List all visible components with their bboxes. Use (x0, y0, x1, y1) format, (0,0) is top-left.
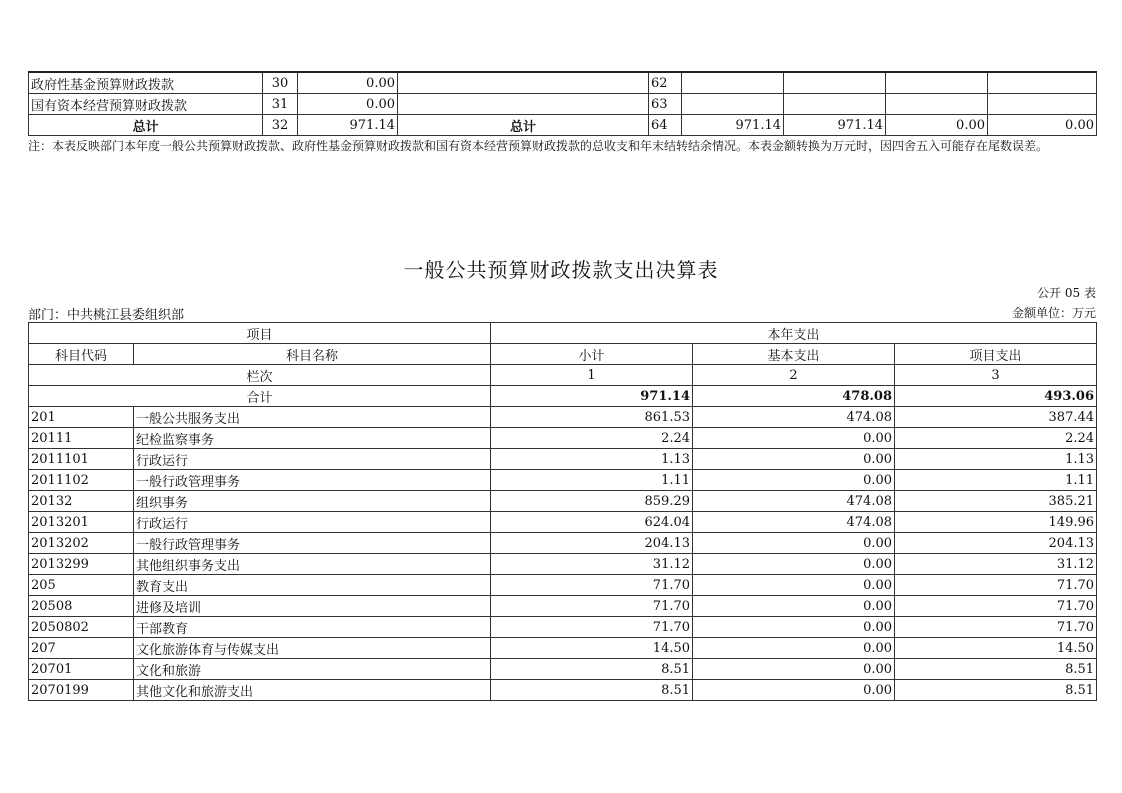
subject-name: 行政运行 (134, 512, 491, 533)
subject-code: 20508 (29, 596, 134, 617)
subtotal-value: 1.13 (491, 449, 693, 470)
subtotal-value: 71.70 (491, 617, 693, 638)
subject-code: 20111 (29, 428, 134, 449)
basic-value: 0.00 (693, 638, 895, 659)
subject-code: 2070199 (29, 680, 134, 701)
column-label: 栏次 (29, 365, 491, 386)
subject-name: 其他组织事务支出 (134, 554, 491, 575)
value-1 (682, 94, 784, 115)
amount-unit-label: 金额单位：万元 (1011, 306, 1096, 320)
project-value: 1.11 (895, 470, 1097, 491)
subject-name: 纪检监察事务 (134, 428, 491, 449)
basic-value: 0.00 (693, 617, 895, 638)
subject-code: 2011102 (29, 470, 134, 491)
subject-code: 205 (29, 575, 134, 596)
total-value-3: 0.00 (886, 115, 988, 136)
total-project: 493.06 (895, 386, 1097, 407)
total-value-4: 0.00 (988, 115, 1097, 136)
top-summary-table (28, 71, 1097, 136)
basic-value: 0.00 (693, 470, 895, 491)
table-row (29, 449, 1097, 470)
header-code: 科目代码 (29, 344, 134, 365)
subtotal-value: 31.12 (491, 554, 693, 575)
subject-code: 2050802 (29, 617, 134, 638)
amount: 0.00 (298, 94, 398, 115)
subject-name: 一般行政管理事务 (134, 470, 491, 491)
subject-name: 干部教育 (134, 617, 491, 638)
summary-total-row (29, 115, 1097, 136)
subject-name: 进修及培训 (134, 596, 491, 617)
basic-value: 0.00 (693, 659, 895, 680)
total-value-2: 971.14 (784, 115, 886, 136)
subject-code: 20132 (29, 491, 134, 512)
basic-value: 474.08 (693, 512, 895, 533)
column-3: 3 (895, 365, 1097, 386)
basic-value: 0.00 (693, 596, 895, 617)
table-row (29, 407, 1097, 428)
subject-code: 2011101 (29, 449, 134, 470)
subject-code: 2013202 (29, 533, 134, 554)
header-row-1 (29, 323, 1097, 344)
basic-value: 0.00 (693, 449, 895, 470)
total-subtotal: 971.14 (491, 386, 693, 407)
form-number: 公开 05 表 (1037, 286, 1096, 300)
subtotal-value: 624.04 (491, 512, 693, 533)
table-row (29, 680, 1097, 701)
table-row (29, 533, 1097, 554)
project-value: 8.51 (895, 680, 1097, 701)
subtotal-value: 14.50 (491, 638, 693, 659)
subject-name: 行政运行 (134, 449, 491, 470)
project-value: 71.70 (895, 617, 1097, 638)
summary-row (29, 72, 1097, 94)
right-line-number: 62 (649, 72, 682, 94)
total-basic: 478.08 (693, 386, 895, 407)
department-label: 部门：中共桃江县委组织部 (28, 308, 185, 323)
basic-value: 474.08 (693, 491, 895, 512)
header-subtotal: 小计 (491, 344, 693, 365)
subject-name: 文化和旅游 (134, 659, 491, 680)
table-row (29, 491, 1097, 512)
subject-code: 2013201 (29, 512, 134, 533)
value-4 (988, 94, 1097, 115)
subject-name: 其他文化和旅游支出 (134, 680, 491, 701)
subtotal-value: 1.11 (491, 470, 693, 491)
total-row (29, 386, 1097, 407)
subject-name: 教育支出 (134, 575, 491, 596)
subtotal-value: 71.70 (491, 596, 693, 617)
right-label (398, 94, 649, 115)
table-row (29, 575, 1097, 596)
subject-code: 2013299 (29, 554, 134, 575)
project-value: 204.13 (895, 533, 1097, 554)
table-row (29, 659, 1097, 680)
project-value: 2.24 (895, 428, 1097, 449)
total-label: 合计 (29, 386, 491, 407)
subtotal-value: 861.53 (491, 407, 693, 428)
value-3 (886, 72, 988, 94)
value-2 (784, 72, 886, 94)
amount: 0.00 (298, 72, 398, 94)
table-row (29, 638, 1097, 659)
column-number-row (29, 365, 1097, 386)
table-row (29, 428, 1097, 449)
table-row (29, 617, 1097, 638)
line-number: 30 (263, 72, 298, 94)
summary-row (29, 94, 1097, 115)
basic-value: 0.00 (693, 428, 895, 449)
page-title: 一般公共预算财政拨款支出决算表 (403, 258, 719, 282)
header-row-2 (29, 344, 1097, 365)
header-name: 科目名称 (134, 344, 491, 365)
header-project-expense: 项目支出 (895, 344, 1097, 365)
subtotal-value: 859.29 (491, 491, 693, 512)
row-label: 政府性基金预算财政拨款 (29, 72, 263, 94)
project-value: 1.13 (895, 449, 1097, 470)
value-2 (784, 94, 886, 115)
header-project: 项目 (29, 323, 491, 344)
header-basic: 基本支出 (693, 344, 895, 365)
total-right-line-number: 64 (649, 115, 682, 136)
header-current-year: 本年支出 (491, 323, 1097, 344)
subject-name: 组织事务 (134, 491, 491, 512)
row-label: 国有资本经营预算财政拨款 (29, 94, 263, 115)
table-row (29, 512, 1097, 533)
basic-value: 474.08 (693, 407, 895, 428)
subtotal-value: 8.51 (491, 680, 693, 701)
subject-code: 207 (29, 638, 134, 659)
subtotal-value: 204.13 (491, 533, 693, 554)
subtotal-value: 8.51 (491, 659, 693, 680)
right-line-number: 63 (649, 94, 682, 115)
value-1 (682, 72, 784, 94)
basic-value: 0.00 (693, 575, 895, 596)
project-value: 14.50 (895, 638, 1097, 659)
total-row-label: 总计 (29, 115, 263, 136)
total-right-label: 总计 (398, 115, 649, 136)
project-value: 385.21 (895, 491, 1097, 512)
subtotal-value: 71.70 (491, 575, 693, 596)
subject-name: 一般公共服务支出 (134, 407, 491, 428)
project-value: 71.70 (895, 575, 1097, 596)
subject-code: 201 (29, 407, 134, 428)
project-value: 387.44 (895, 407, 1097, 428)
expenditure-table (28, 322, 1097, 701)
subject-code: 20701 (29, 659, 134, 680)
column-1: 1 (491, 365, 693, 386)
table-row (29, 554, 1097, 575)
total-value-1: 971.14 (682, 115, 784, 136)
project-value: 149.96 (895, 512, 1097, 533)
table-row (29, 596, 1097, 617)
value-4 (988, 72, 1097, 94)
basic-value: 0.00 (693, 533, 895, 554)
subtotal-value: 2.24 (491, 428, 693, 449)
total-amount: 971.14 (298, 115, 398, 136)
basic-value: 0.00 (693, 554, 895, 575)
column-2: 2 (693, 365, 895, 386)
subject-name: 文化旅游体育与传媒支出 (134, 638, 491, 659)
total-line-number: 32 (263, 115, 298, 136)
project-value: 71.70 (895, 596, 1097, 617)
project-value: 8.51 (895, 659, 1097, 680)
project-value: 31.12 (895, 554, 1097, 575)
subject-name: 一般行政管理事务 (134, 533, 491, 554)
right-label (398, 72, 649, 94)
table-row (29, 470, 1097, 491)
basic-value: 0.00 (693, 680, 895, 701)
value-3 (886, 94, 988, 115)
table-note: 注：本表反映部门本年度一般公共预算财政拨款、政府性基金预算财政拨款和国有资本经营预算财政拨款的总收支和年末结转结余情况。本表金额转换为万元时，因四舍五入可能存在尾数误差。 (28, 139, 1049, 153)
line-number: 31 (263, 94, 298, 115)
